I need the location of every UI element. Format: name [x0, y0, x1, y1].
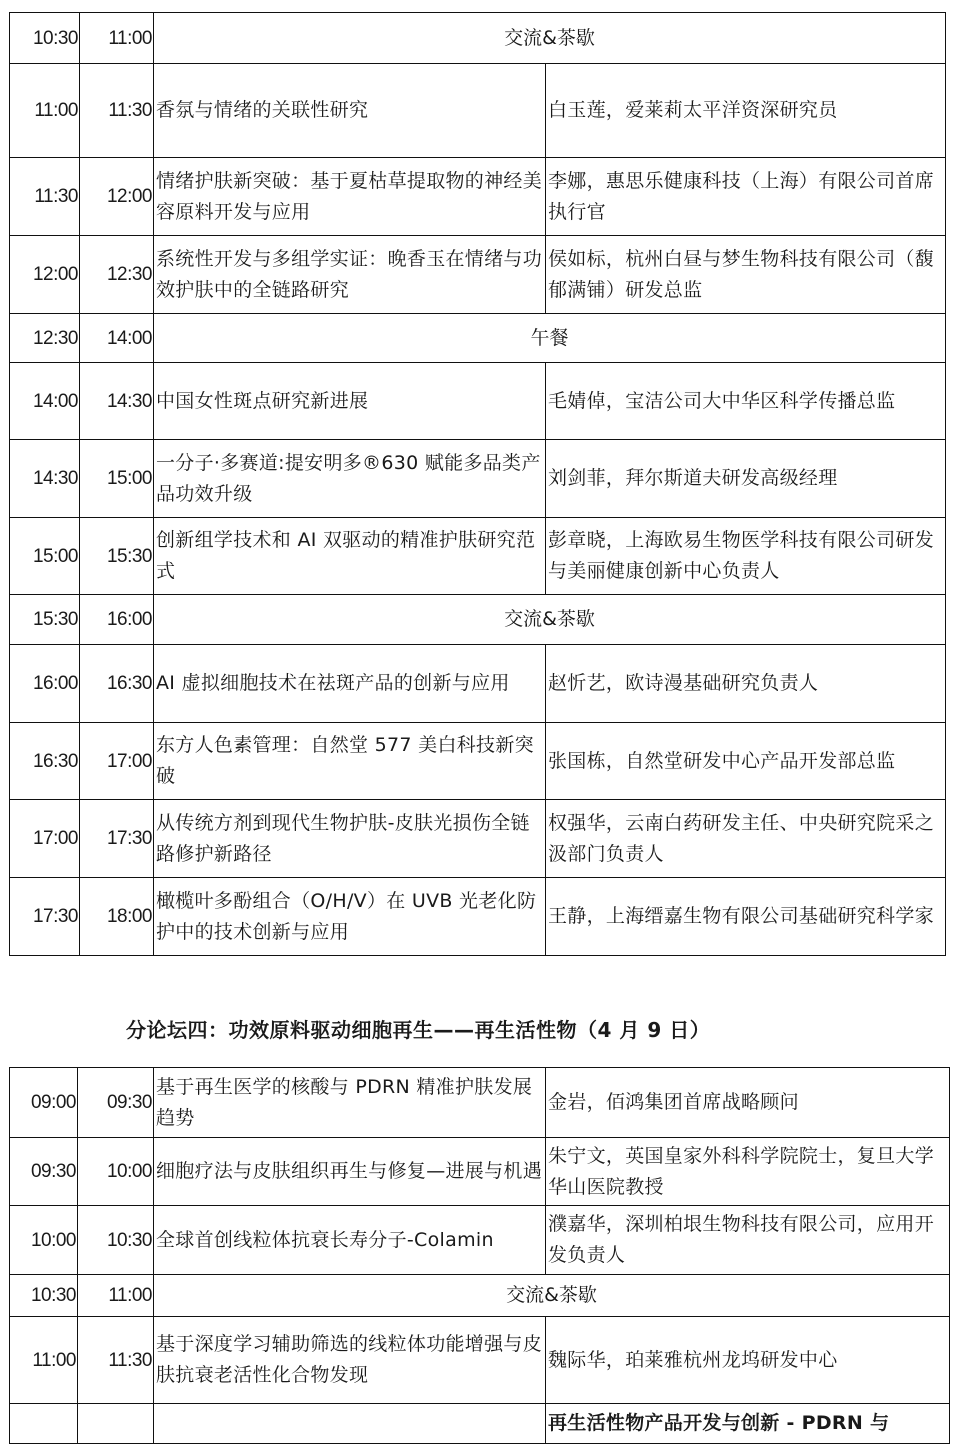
session-speaker: 彭章晓，上海欧易生物医学科技有限公司研发与美丽健康创新中心负责人 — [546, 518, 946, 595]
session-row — [10, 363, 946, 440]
section-title: 分论坛四：功效原料驱动细胞再生——再生活性物（4 月 9 日） — [126, 1018, 711, 1042]
start-time: 11:00 — [10, 1317, 78, 1404]
session-row — [10, 645, 946, 723]
start-time: 15:30 — [10, 595, 80, 645]
end-time: 09:30 — [78, 1068, 154, 1138]
break-label: 交流&茶歇 — [154, 13, 946, 64]
session-topic: 东方人色素管理：自然堂 577 美白科技新突破 — [154, 723, 546, 800]
session-speaker: 李娜，惠思乐健康科技（上海）有限公司首席执行官 — [546, 158, 946, 236]
session-speaker: 金岩，佰鸿集团首席战略顾问 — [546, 1068, 950, 1138]
start-time: 14:30 — [10, 440, 80, 518]
break-label: 交流&茶歇 — [154, 1275, 950, 1317]
start-time: 10:00 — [10, 1206, 78, 1275]
start-time: 10:30 — [10, 13, 80, 64]
session-topic: 一分子·多赛道:提安明多®630 赋能多品类产品功效升级 — [154, 440, 546, 518]
start-time: 11:30 — [10, 158, 80, 236]
session-row — [10, 64, 946, 158]
break-row — [10, 1275, 950, 1317]
start-time: 15:00 — [10, 518, 80, 595]
end-time: 15:00 — [80, 440, 154, 518]
end-time: 12:00 — [80, 158, 154, 236]
session-topic: 从传统方剂到现代生物护肤-皮肤光损伤全链路修护新路径 — [154, 800, 546, 878]
session-topic: 全球首创线粒体抗衰长寿分子-Colamin — [154, 1206, 546, 1275]
end-time: 16:30 — [80, 645, 154, 723]
session-row — [10, 723, 946, 800]
end-time: 11:00 — [80, 13, 154, 64]
end-time: 14:30 — [80, 363, 154, 440]
end-time: 11:30 — [80, 64, 154, 158]
break-row — [10, 314, 946, 363]
session-row — [10, 236, 946, 314]
break-label: 午餐 — [154, 314, 946, 363]
break-row — [10, 595, 946, 645]
session-topic: 中国女性斑点研究新进展 — [154, 363, 546, 440]
session-speaker: 魏际华，珀莱雅杭州龙坞研发中心 — [546, 1317, 950, 1404]
session-speaker: 权强华，云南白药研发主任、中央研究院采之汲部门负责人 — [546, 800, 946, 878]
start-time: 14:00 — [10, 363, 80, 440]
session-row — [10, 518, 946, 595]
session-row — [10, 1206, 950, 1275]
end-time: 17:00 — [80, 723, 154, 800]
session-row — [10, 1404, 950, 1444]
agenda-table-1 — [9, 12, 946, 956]
session-row — [10, 1138, 950, 1206]
start-time: 12:30 — [10, 314, 80, 363]
session-topic: 橄榄叶多酚组合（O/H/V）在 UVB 光老化防护中的技术创新与应用 — [154, 878, 546, 956]
end-time: 15:30 — [80, 518, 154, 595]
session-speaker: 再生活性物产品开发与创新 - PDRN 与 — [546, 1404, 950, 1444]
session-row — [10, 158, 946, 236]
session-speaker: 濮嘉华，深圳柏垠生物科技有限公司，应用开发负责人 — [546, 1206, 950, 1275]
session-topic: 基于再生医学的核酸与 PDRN 精准护肤发展趋势 — [154, 1068, 546, 1138]
end-time: 10:30 — [78, 1206, 154, 1275]
start-time — [10, 1404, 78, 1444]
session-speaker: 朱宁文，英国皇家外科科学院院士，复旦大学华山医院教授 — [546, 1138, 950, 1206]
start-time: 16:00 — [10, 645, 80, 723]
end-time: 12:30 — [80, 236, 154, 314]
break-label: 交流&茶歇 — [154, 595, 946, 645]
session-row — [10, 1068, 950, 1138]
agenda-table-2 — [9, 1067, 950, 1444]
start-time: 09:30 — [10, 1138, 78, 1206]
session-topic: 基于深度学习辅助筛选的线粒体功能增强与皮肤抗衰老活性化合物发现 — [154, 1317, 546, 1404]
session-speaker: 白玉莲，爱莱莉太平洋资深研究员 — [546, 64, 946, 158]
session-speaker: 侯如标，杭州白昼与梦生物科技有限公司（馥郁满铺）研发总监 — [546, 236, 946, 314]
end-time: 10:00 — [78, 1138, 154, 1206]
session-topic: AI 虚拟细胞技术在祛斑产品的创新与应用 — [154, 645, 546, 723]
session-speaker: 刘剑菲，拜尔斯道夫研发高级经理 — [546, 440, 946, 518]
session-speaker: 王静，上海缙嘉生物有限公司基础研究科学家 — [546, 878, 946, 956]
end-time: 18:00 — [80, 878, 154, 956]
session-topic: 系统性开发与多组学实证：晚香玉在情绪与功效护肤中的全链路研究 — [154, 236, 546, 314]
session-topic — [154, 1404, 546, 1444]
start-time: 17:00 — [10, 800, 80, 878]
end-time: 11:30 — [78, 1317, 154, 1404]
end-time — [78, 1404, 154, 1444]
end-time: 17:30 — [80, 800, 154, 878]
start-time: 12:00 — [10, 236, 80, 314]
session-speaker: 张国栋，自然堂研发中心产品开发部总监 — [546, 723, 946, 800]
session-speaker: 毛婧倬，宝洁公司大中华区科学传播总监 — [546, 363, 946, 440]
session-row — [10, 800, 946, 878]
session-topic: 细胞疗法与皮肤组织再生与修复—进展与机遇 — [154, 1138, 546, 1206]
session-topic: 创新组学技术和 AI 双驱动的精准护肤研究范式 — [154, 518, 546, 595]
end-time: 11:00 — [78, 1275, 154, 1317]
start-time: 16:30 — [10, 723, 80, 800]
start-time: 17:30 — [10, 878, 80, 956]
session-row — [10, 440, 946, 518]
end-time: 14:00 — [80, 314, 154, 363]
session-row — [10, 1317, 950, 1404]
session-topic: 情绪护肤新突破：基于夏枯草提取物的神经美容原料开发与应用 — [154, 158, 546, 236]
start-time: 10:30 — [10, 1275, 78, 1317]
start-time: 11:00 — [10, 64, 80, 158]
session-topic: 香氛与情绪的关联性研究 — [154, 64, 546, 158]
end-time: 16:00 — [80, 595, 154, 645]
session-speaker: 赵忻艺，欧诗漫基础研究负责人 — [546, 645, 946, 723]
start-time: 09:00 — [10, 1068, 78, 1138]
session-row — [10, 878, 946, 956]
break-row — [10, 13, 946, 64]
